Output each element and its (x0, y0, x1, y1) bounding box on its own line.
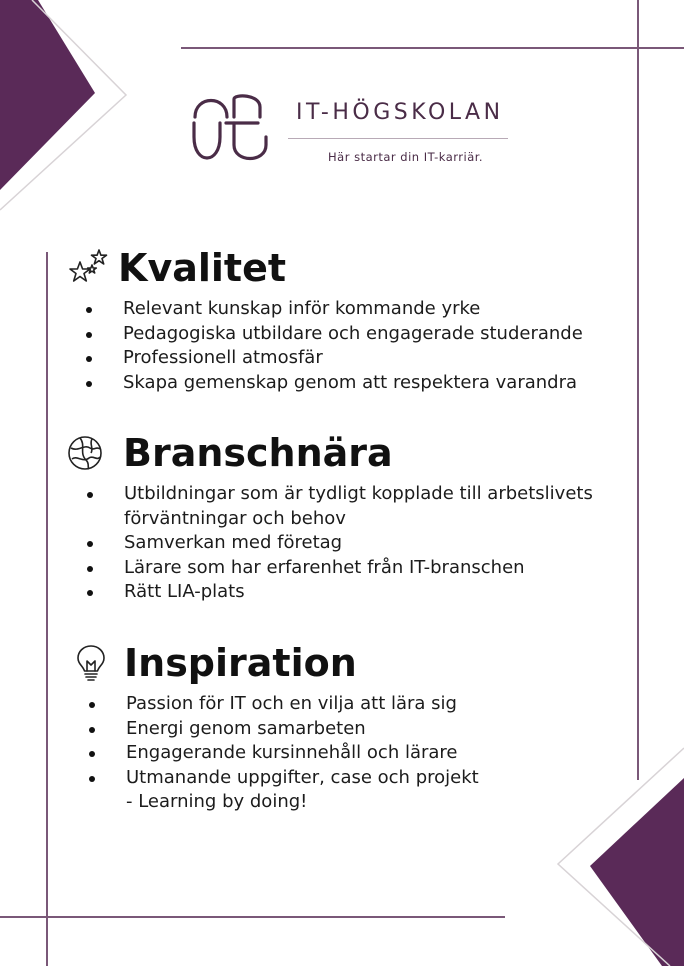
section-heading (68, 248, 286, 288)
list-item: Relevant kunskap inför kommande yrke (123, 297, 583, 322)
bullet-list (124, 482, 593, 605)
section-title: Inspiration (124, 641, 357, 685)
logo-divider (288, 138, 508, 139)
school-name: IT-HÖGSKOLAN (296, 100, 504, 125)
globe-icon (66, 434, 104, 472)
bullet-list (123, 297, 583, 395)
list-item: Engagerande kursinnehåll och lärare (126, 741, 479, 766)
school-tagline: Här startar din IT-karriär. (328, 150, 484, 164)
section-title: Kvalitet (118, 246, 287, 290)
list-item: Utbildningar som är tydligt kopplade till arbetslivets förväntningar och behov (124, 482, 593, 531)
list-item: Passion för IT och en vilja att lära sig (126, 692, 479, 717)
list-item: Lärare som har erfarenhet från IT-branschen (124, 556, 593, 581)
list-item: Skapa gemenskap genom att respektera varandra (123, 371, 583, 396)
logo-mark (190, 93, 270, 165)
corner-triangle-bottom-right (590, 778, 684, 966)
list-item: Rätt LIA-plats (124, 580, 593, 605)
section-title: Branschnära (123, 431, 393, 475)
section-heading (66, 431, 393, 475)
list-item: Utmanande uppgifter, case och projekt - Learning by doing! (126, 766, 479, 815)
list-item: Energi genom samarbeten (126, 717, 479, 742)
list-item: Pedagogiska utbildare och engagerade studerande (123, 322, 583, 347)
stars-icon (68, 248, 110, 288)
corner-triangle-top-left (0, 0, 95, 190)
section-heading (76, 641, 357, 685)
list-item: Professionell atmosfär (123, 346, 583, 371)
bullet-list (126, 692, 479, 815)
lightbulb-icon (76, 644, 106, 682)
list-item: Samverkan med företag (124, 531, 593, 556)
